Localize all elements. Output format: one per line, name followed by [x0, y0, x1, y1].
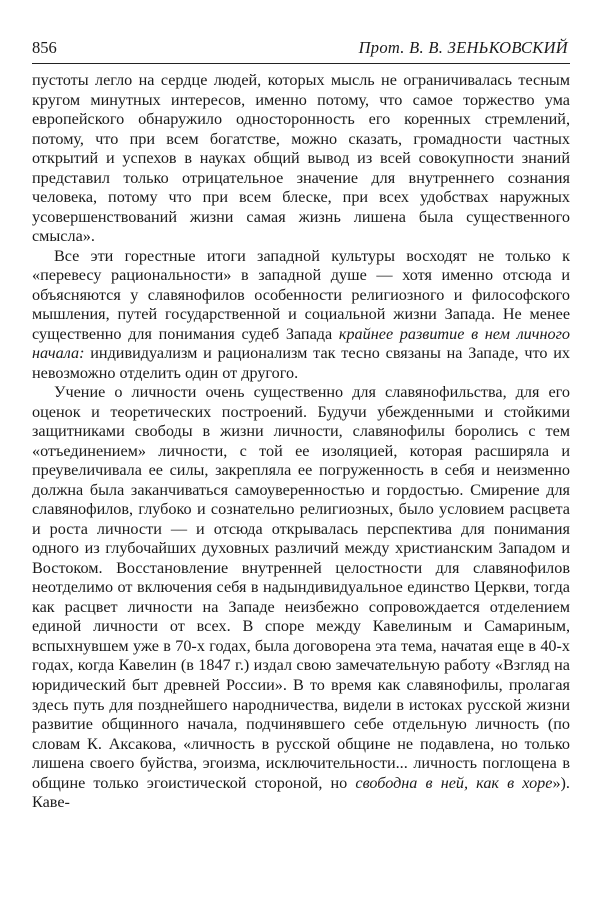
paragraph-3-text-end: »). Каве-	[32, 773, 570, 812]
page-number: 856	[32, 38, 57, 57]
body-text	[32, 71, 570, 813]
paragraph-2-text-end: индивидуализм и рационализм так тесно связаны на Западе, что их невозможно отделить один от другого.	[32, 344, 570, 382]
running-header	[32, 38, 570, 64]
paragraph-1-text: пустоты легло на сердце людей, которых мысль не ограничивалась тесным кругом минутных интересов, именно потому, что самое торжество ума европейского обнаружило односторонность его коренных стремлений, потому, что при всем богатстве, можно сказать, громадности частных открытий и успехов в науках общий вывод из всей совокупности знаний представил только отрицательное значение для внутреннего сознания человека, потому что при всем блеске, при всех удобствах наружных усовершенствований жизни самая жизнь лишена была существенного смысла».	[32, 71, 570, 246]
paragraph-1	[32, 71, 570, 247]
paragraph-2-text-start: Все эти горестные итоги западной культуры восходят не только к «перевесу рациональности» в западной душе — хотя именно отсюда и объясняются у славянофилов особенности религиозного и философского мышления, путей государственной и социальной жизни Запада. Не менее существенно для понимания судеб Запада	[32, 246, 570, 343]
paragraph-2-emphasis: крайнее развитие в нем личного начала:	[32, 324, 570, 363]
paragraph-3	[32, 383, 570, 812]
paragraph-2	[32, 247, 570, 384]
running-title: Прот. В. В. ЗЕНЬКОВСКИЙ	[358, 38, 568, 57]
paragraph-3-text-start: Учение о личности очень существенно для славянофильства, для его оценок и теоретических построений. Будучи убежденными и стойкими защитниками свободы в жизни личности, славянофилы боролись с тем «отъединением» личности, с той ее изоляцией, которая расширяла и преувеличивала ее силы, закрепляла ее погруженность в себя и неизменно должна была заканчиваться самоуверенностью и гордостью. Смирение для славянофилов, глубоко и сознательно религиозных, было условием расцвета и роста личности — и отсюда открывалась перспектива для понимания одного из глубочайших духовных различий между христианским Западом и Востоком. Восстановление внутренней целостности для славянофилов неотделимо от включения себя в надындивидуальное единство Церкви, тогда как расцвет личности на Западе неизбежно сопровождается отделением единой личности от всех. В споре между Кавелиным и Самариным, вспыхнувшем уже в 70-х годах, была договорена эта тема, начатая еще в 40-х годах, когда Кавелин (в 1847 г.) издал свою замечательную работу «Взгляд на юридический быт древней России». В то время как славянофилы, пролагая здесь путь для позднейшего народничества, видели в истоках русской жизни развитие общинного начала, подчинявшего себе отдельную личность (по словам К. Аксакова, «личность в русской общине не подавлена, но только лишена своего буйства, эгоизма, исключительности... личность поглощена в общине только эгоистической стороной, но	[32, 383, 570, 792]
paragraph-3-emphasis: свободна в ней, как в хоре	[355, 773, 553, 792]
